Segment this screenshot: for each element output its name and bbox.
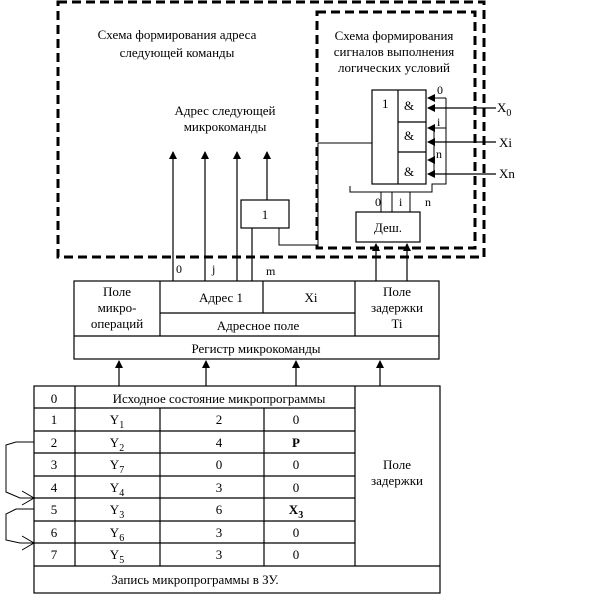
table-row-microop: $Y_3$ [109,502,125,521]
table-row-address: 0 [215,457,223,472]
address-bit-m: m [266,264,276,278]
table-row-microop: $Y_1$ [109,412,125,431]
table-delay-field-1: Поле [383,457,411,472]
microops-field-label-2: микро- [97,300,137,315]
table-row-index: 7 [50,547,58,562]
loop-5-to-7 [6,509,34,543]
table-row-microop: $Y_4$ [109,480,125,499]
and-gate-i-label: & [404,128,415,143]
table-header-label: Исходное состояние микропрограммы [112,391,326,406]
table-row-index: 5 [50,502,58,517]
or-gate-label: 1 [382,96,389,111]
table-row-index: 2 [50,435,58,450]
table-row-microop: $Y_5$ [109,547,125,566]
table-row-address: 4 [215,435,223,450]
decoder-input-i: i [399,195,403,209]
next-address-label-1: Адрес следующей [174,103,276,118]
next-address-block-title-1: Схема формирования адреса [97,27,257,42]
microops-field-label-3: операций [90,316,144,331]
table-row-index: 6 [50,525,58,540]
address1-label: Адрес 1 [198,290,244,305]
table-row-address: 3 [215,480,223,495]
table-row-address: 3 [215,547,223,562]
table-row-condition: 0 [292,525,300,540]
table-row-condition: $X_3$ [288,502,304,521]
logic-output-line [279,143,372,245]
gate-index-n: n [436,147,442,161]
table-row-condition: P [292,435,300,450]
logic-gate-block [372,90,426,184]
decoder-input-0: 0 [375,195,381,209]
and-gate-0-label: & [404,98,415,113]
delay-field-label-1: Поле [383,284,411,299]
microprogram-memory-table [34,386,440,593]
gate-index-i: i [437,115,441,129]
decoder-label: Деш. [373,220,403,235]
table-row-condition: 0 [292,547,300,562]
table-row-condition: 0 [292,480,300,495]
table-header-index: 0 [50,391,58,406]
table-row-microop: $Y_2$ [109,435,125,454]
decoder-line-n [428,128,434,174]
loop-2-to-5 [6,442,34,498]
microops-field-label-1: Поле [103,284,131,299]
delay-field-label-3: Ti [391,316,403,331]
table-row-microop: $Y_6$ [109,525,125,544]
logic-conditions-title-1: Схема формирования [334,28,454,43]
gate-index-0: 0 [437,83,443,97]
table-row-address: 6 [215,502,223,517]
table-row-condition: 0 [292,457,300,472]
delay-field-label-2: задержки [370,300,424,315]
address-or-gate-label: 1 [261,207,269,222]
table-row-index: 1 [50,412,58,427]
address-bit-j: j [212,262,216,276]
register-label: Регистр микрокоманды [191,341,321,356]
register-xi-label: Xi [304,290,318,305]
table-row-condition: 0 [292,412,300,427]
logic-conditions-title-3: логических условий [337,60,451,75]
table-row-address: 3 [215,525,223,540]
table-footer: Запись микропрограммы в ЗУ. [111,572,279,587]
xn-input-label: Xn [499,166,515,181]
decoder-input-n: n [425,195,431,209]
table-row-address: 2 [215,412,223,427]
table-row-index: 3 [50,457,58,472]
table-row-index: 4 [50,480,58,495]
xi-input-label: Xi [499,135,512,150]
address-bit-0: 0 [176,262,182,276]
table-delay-field-2: задержки [370,473,424,488]
address-field-label: Адресное поле [216,318,300,333]
next-address-label-2: микрокоманды [183,119,267,134]
next-address-block-title-2: следующей команды [119,45,235,60]
logic-conditions-title-2: сигналов выполнения [333,44,455,59]
x0-input-label: $X_0$ [497,100,512,119]
table-row-microop: $Y_7$ [109,457,125,476]
and-gate-n-label: & [404,164,415,179]
